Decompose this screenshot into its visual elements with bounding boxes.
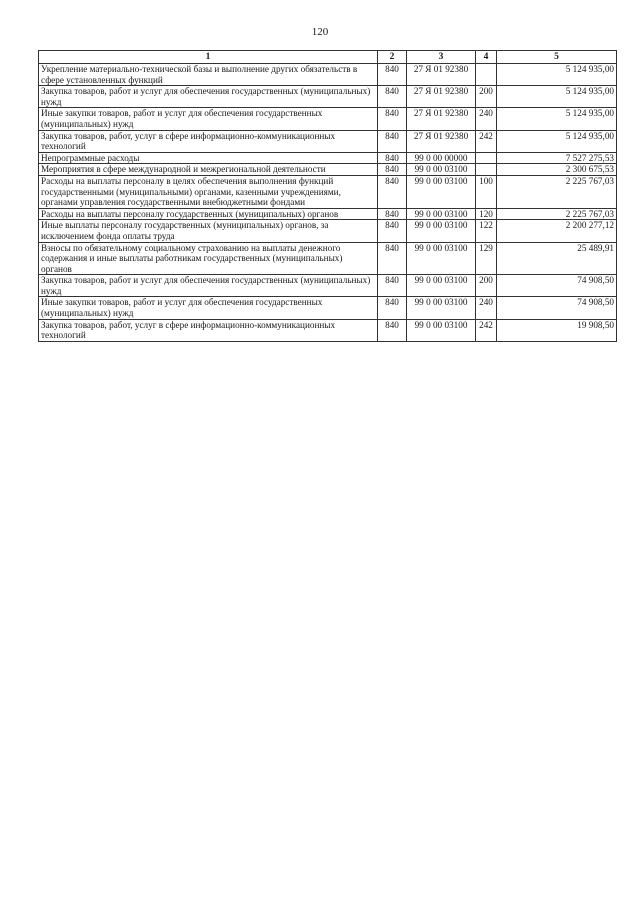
table-body [39,64,617,342]
row-csr: 99 0 00 03100 [407,275,476,297]
row-csr: 27 Я 01 92380 [407,130,476,152]
row-vr: 200 [476,86,497,108]
row-vr: 122 [476,220,497,242]
header-row [39,51,617,64]
row-code: 840 [378,164,407,176]
row-name: Закупка товаров, работ, услуг в сфере информационно-коммуникационных технологий [39,130,378,152]
row-name: Закупка товаров, работ и услуг для обеспечения государственных (муниципальных) нужд [39,86,378,108]
row-code: 840 [378,86,407,108]
row-vr: 100 [476,175,497,208]
row-csr: 99 0 00 03100 [407,242,476,275]
row-csr: 27 Я 01 92380 [407,86,476,108]
row-vr: 242 [476,319,497,341]
row-code: 840 [378,208,407,220]
row-name: Взносы по обязательному социальному страхованию на выплаты денежного содержания и иные выплаты работникам государственных (муниципальных) органов [39,242,378,275]
row-csr: 99 0 00 03100 [407,319,476,341]
row-code: 840 [378,297,407,319]
table-row [39,130,617,152]
row-csr: 99 0 00 03100 [407,297,476,319]
row-amount: 74 908,50 [497,297,617,319]
table-row [39,208,617,220]
row-name: Иные закупки товаров, работ и услуг для обеспечения государственных (муниципальных) нужд [39,297,378,319]
table-row [39,220,617,242]
table-row [39,242,617,275]
row-code: 840 [378,152,407,164]
header-col-4: 4 [476,51,497,64]
row-amount: 5 124 935,00 [497,130,617,152]
row-csr: 99 0 00 03100 [407,220,476,242]
row-name: Мероприятия в сфере международной и межрегиональной деятельности [39,164,378,176]
row-vr: 240 [476,108,497,130]
row-name: Расходы на выплаты персоналу государственных (муниципальных) органов [39,208,378,220]
row-name: Иные закупки товаров, работ и услуг для обеспечения государственных (муниципальных) нужд [39,108,378,130]
table-row [39,108,617,130]
header-col-5: 5 [497,51,617,64]
row-vr [476,64,497,86]
row-code: 840 [378,220,407,242]
row-code: 840 [378,175,407,208]
row-code: 840 [378,130,407,152]
row-vr: 240 [476,297,497,319]
row-name: Иные выплаты персоналу государственных (муниципальных) органов, за исключением фонда оплаты труда [39,220,378,242]
budget-table [38,50,617,342]
row-amount: 2 300 675,53 [497,164,617,176]
row-amount: 2 225 767,03 [497,208,617,220]
table-row [39,275,617,297]
header-col-3: 3 [407,51,476,64]
row-amount: 5 124 935,00 [497,108,617,130]
row-vr: 120 [476,208,497,220]
row-csr: 27 Я 01 92380 [407,64,476,86]
row-name: Закупка товаров, работ, услуг в сфере информационно-коммуникационных технологий [39,319,378,341]
row-vr: 242 [476,130,497,152]
row-amount: 74 908,50 [497,275,617,297]
row-code: 840 [378,242,407,275]
row-name: Укрепление материально-технической базы и выполнение других обязательств в сфере установленных функций [39,64,378,86]
table-row [39,64,617,86]
row-amount: 2 225 767,03 [497,175,617,208]
header-col-1: 1 [39,51,378,64]
table-row [39,86,617,108]
table-row [39,319,617,341]
table-row [39,297,617,319]
row-csr: 27 Я 01 92380 [407,108,476,130]
row-csr: 99 0 00 00000 [407,152,476,164]
row-amount: 2 200 277,12 [497,220,617,242]
row-name: Закупка товаров, работ и услуг для обеспечения государственных (муниципальных) нужд [39,275,378,297]
table-row [39,175,617,208]
row-amount: 5 124 935,00 [497,86,617,108]
row-vr [476,152,497,164]
row-code: 840 [378,108,407,130]
row-csr: 99 0 00 03100 [407,175,476,208]
table-row [39,152,617,164]
row-vr: 129 [476,242,497,275]
table-row [39,164,617,176]
row-amount: 5 124 935,00 [497,64,617,86]
row-code: 840 [378,275,407,297]
row-vr [476,164,497,176]
row-code: 840 [378,64,407,86]
row-csr: 99 0 00 03100 [407,208,476,220]
row-csr: 99 0 00 03100 [407,164,476,176]
row-name: Непрограммные расходы [39,152,378,164]
header-col-2: 2 [378,51,407,64]
row-amount: 19 908,50 [497,319,617,341]
row-amount: 7 527 275,53 [497,152,617,164]
row-name: Расходы на выплаты персоналу в целях обеспечения выполнения функций государственными (муниципальными) органами, казенными учреждениями, органами управления государственными внебюджетными фондами [39,175,378,208]
row-amount: 25 489,91 [497,242,617,275]
row-code: 840 [378,319,407,341]
page-number: 120 [311,26,329,38]
table-header [39,51,617,64]
row-vr: 200 [476,275,497,297]
